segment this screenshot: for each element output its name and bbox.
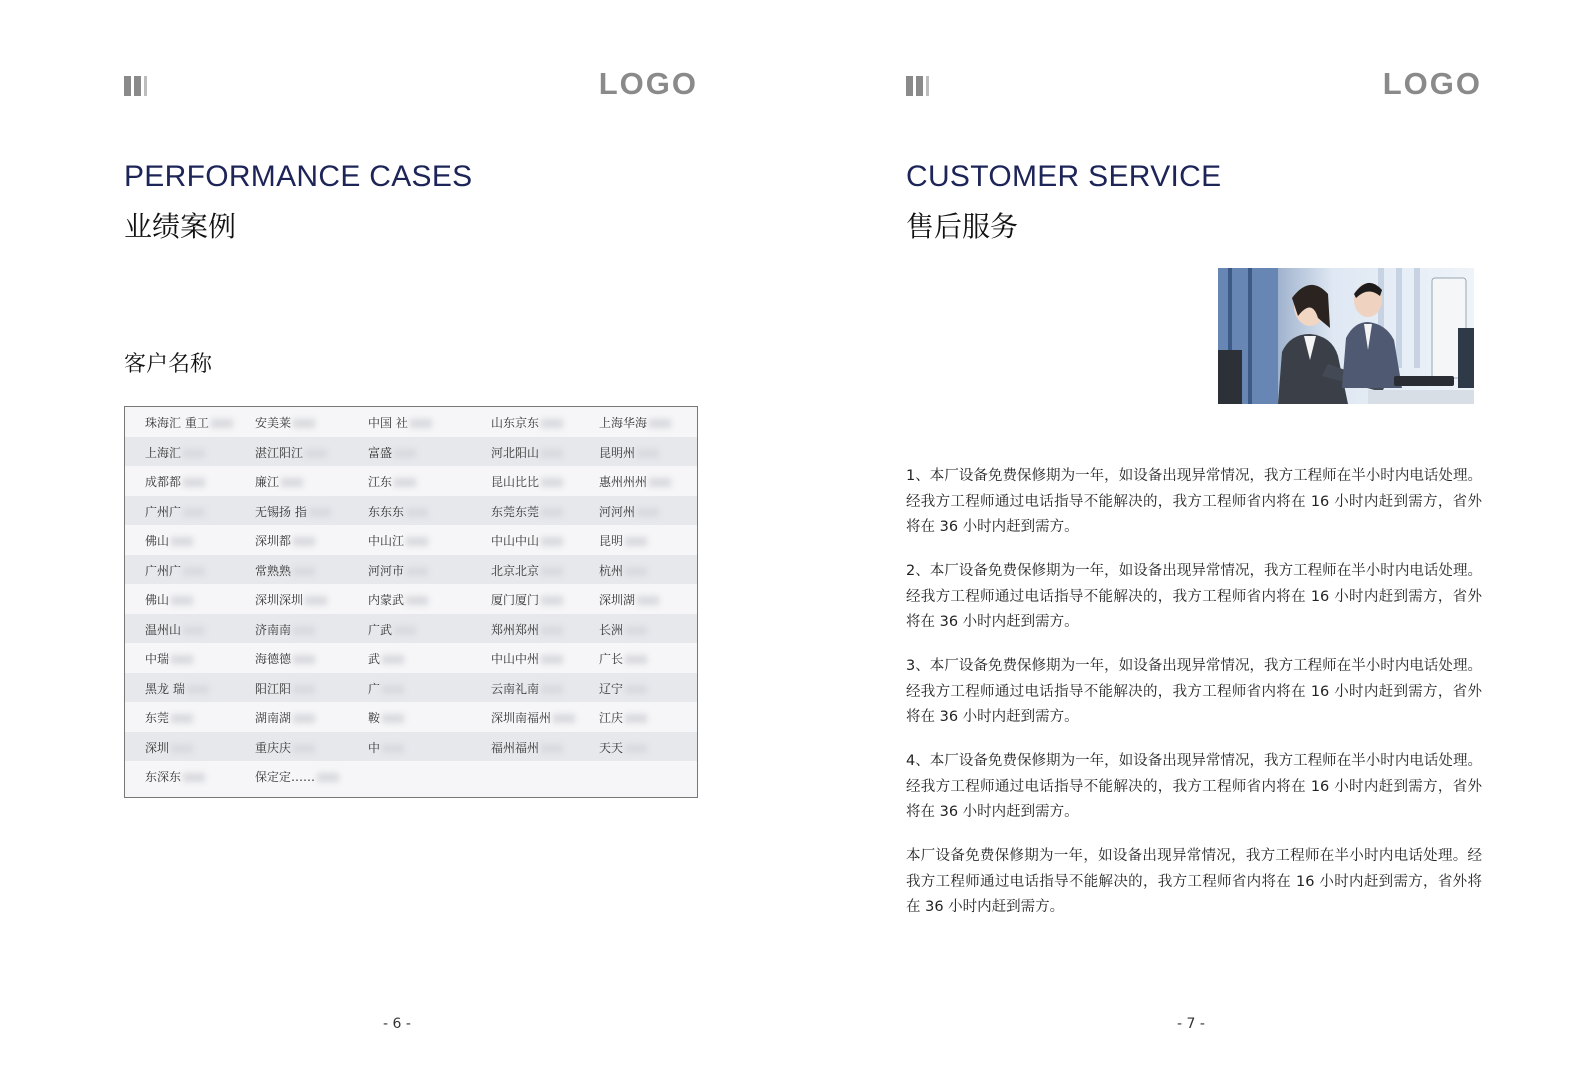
page-7 <box>794 0 1588 1077</box>
client-name-cell: 中山中州 <box>491 650 563 667</box>
client-name-cell: 广武 <box>368 621 416 638</box>
client-name-cell: 长洲 <box>599 621 647 638</box>
table-row <box>125 702 697 732</box>
client-name-cell: 上海华海 <box>599 414 671 431</box>
client-name-cell: 中 <box>368 739 404 756</box>
service-paragraph-3: 3、本厂设备免费保修期为一年，如设备出现异常情况，我方工程师在半小时内电话处理。经我方工程师通过电话指导不能解决的，我方工程师省内将在 16 小时内赶到需方，省外将在 36 小时内赶到需方。 <box>906 658 1482 725</box>
table-row <box>125 525 697 555</box>
client-name-cell: 深圳都 <box>255 532 315 549</box>
client-name-cell: 江东 <box>368 473 416 490</box>
client-name-cell: 福州福州 <box>491 739 563 756</box>
client-name-cell: 广长 <box>599 650 647 667</box>
table-row <box>125 407 697 437</box>
table-row <box>125 555 697 585</box>
client-name-cell: 深圳 <box>145 739 193 756</box>
section-title-en: PERFORMANCE CASES <box>124 160 473 193</box>
client-name-cell: 重庆庆 <box>255 739 315 756</box>
table-row <box>125 673 697 703</box>
client-name-cell: 佛山 <box>145 532 193 549</box>
client-name-cell: 东莞东莞 <box>491 503 563 520</box>
client-name-cell: 黑龙 瑞 <box>145 680 209 697</box>
client-name-cell: 常熟熟 <box>255 562 315 579</box>
client-name-cell: 东东东 <box>368 503 428 520</box>
client-name-cell: 安美莱 <box>255 414 315 431</box>
client-name-cell: 武 <box>368 650 404 667</box>
service-paragraph-4: 4、本厂设备免费保修期为一年，如设备出现异常情况，我方工程师在半小时内电话处理。经我方工程师通过电话指导不能解决的，我方工程师省内将在 16 小时内赶到需方，省外将在 36 小时内赶到需方。 <box>906 753 1482 820</box>
table-row <box>125 466 697 496</box>
client-name-cell: 杭州 <box>599 562 647 579</box>
table-row <box>125 732 697 762</box>
client-name-cell: 成都都 <box>145 473 205 490</box>
client-name-cell: 郑州郑州 <box>491 621 563 638</box>
section-title-cn: 售后服务 <box>906 210 1019 243</box>
client-name-cell: 海德德 <box>255 650 315 667</box>
section-title-en: CUSTOMER SERVICE <box>906 160 1222 193</box>
client-name-cell: 东莞 <box>145 709 193 726</box>
client-name-cell: 江庆 <box>599 709 647 726</box>
client-name-cell: 阳江阳 <box>255 680 315 697</box>
client-name-cell: 中国 社 <box>368 414 432 431</box>
client-name-cell: 昆山比比 <box>491 473 563 490</box>
table-row <box>125 761 697 791</box>
client-name-cell: 温州山 <box>145 621 205 638</box>
client-list-table <box>124 406 698 798</box>
client-name-cell: 惠州州州 <box>599 473 671 490</box>
client-name-cell: 厦门厦门 <box>491 591 563 608</box>
page-number: - 6 - <box>383 1016 411 1032</box>
service-paragraph-1: 1、本厂设备免费保修期为一年，如设备出现异常情况，我方工程师在半小时内电话处理。经我方工程师通过电话指导不能解决的，我方工程师省内将在 16 小时内赶到需方，省外将在 36 小时内赶到需方。 <box>906 468 1482 535</box>
section-title-cn: 业绩案例 <box>124 210 237 243</box>
page-number: - 7 - <box>1177 1016 1205 1032</box>
logo: LOGO <box>1382 66 1482 101</box>
client-name-cell: 济南南 <box>255 621 315 638</box>
client-name-cell: 辽宁 <box>599 680 647 697</box>
client-name-cell: 山东京东 <box>491 414 563 431</box>
client-name-cell: 中山江 <box>368 532 428 549</box>
table-row <box>125 584 697 614</box>
client-name-cell: 昆明 <box>599 532 647 549</box>
client-name-cell: 昆明州 <box>599 444 659 461</box>
client-name-cell: 北京北京 <box>491 562 563 579</box>
client-name-cell: 内蒙武 <box>368 591 428 608</box>
client-name-cell: 湛江阳江 <box>255 444 327 461</box>
client-name-cell: 云南礼南 <box>491 680 563 697</box>
client-name-cell: 富盛 <box>368 444 416 461</box>
client-name-cell: 河北阳山 <box>491 444 563 461</box>
table-row <box>125 437 697 467</box>
client-name-cell: 广州广 <box>145 562 205 579</box>
client-name-heading: 客户名称 <box>124 352 213 377</box>
client-name-cell: 无锡扬 指 <box>255 503 331 520</box>
logo: LOGO <box>598 66 698 101</box>
client-name-cell: 中山中山 <box>491 532 563 549</box>
table-row <box>125 614 697 644</box>
client-name-cell: 湖南湖 <box>255 709 315 726</box>
customer-service-photo <box>1218 268 1474 404</box>
client-name-cell: 上海汇 <box>145 444 205 461</box>
client-name-cell: 保定定…… <box>255 768 339 785</box>
client-name-cell: 广 <box>368 680 404 697</box>
client-name-cell: 中瑞 <box>145 650 193 667</box>
client-name-cell: 广州广 <box>145 503 205 520</box>
client-name-cell: 深圳深圳 <box>255 591 327 608</box>
client-name-cell: 东深东 <box>145 768 205 785</box>
client-name-cell: 珠海汇 重工 <box>145 414 233 431</box>
client-name-cell: 河河州 <box>599 503 659 520</box>
client-name-cell: 河河市 <box>368 562 428 579</box>
service-paragraph-2: 2、本厂设备免费保修期为一年，如设备出现异常情况，我方工程师在半小时内电话处理。经我方工程师通过电话指导不能解决的，我方工程师省内将在 16 小时内赶到需方，省外将在 36 小时内赶到需方。 <box>906 563 1482 630</box>
client-name-cell: 深圳湖 <box>599 591 659 608</box>
table-row <box>125 643 697 673</box>
service-paragraph-5: 本厂设备免费保修期为一年，如设备出现异常情况，我方工程师在半小时内电话处理。经我方工程师通过电话指导不能解决的，我方工程师省内将在 16 小时内赶到需方，省外将在 36 小时内赶到需方。 <box>906 848 1482 915</box>
table-row <box>125 496 697 526</box>
client-name-cell: 天天 <box>599 739 647 756</box>
client-name-cell: 深圳南福州 <box>491 709 575 726</box>
client-name-cell: 佛山 <box>145 591 193 608</box>
client-name-cell: 鞍 <box>368 709 404 726</box>
client-name-cell: 廉江 <box>255 473 303 490</box>
